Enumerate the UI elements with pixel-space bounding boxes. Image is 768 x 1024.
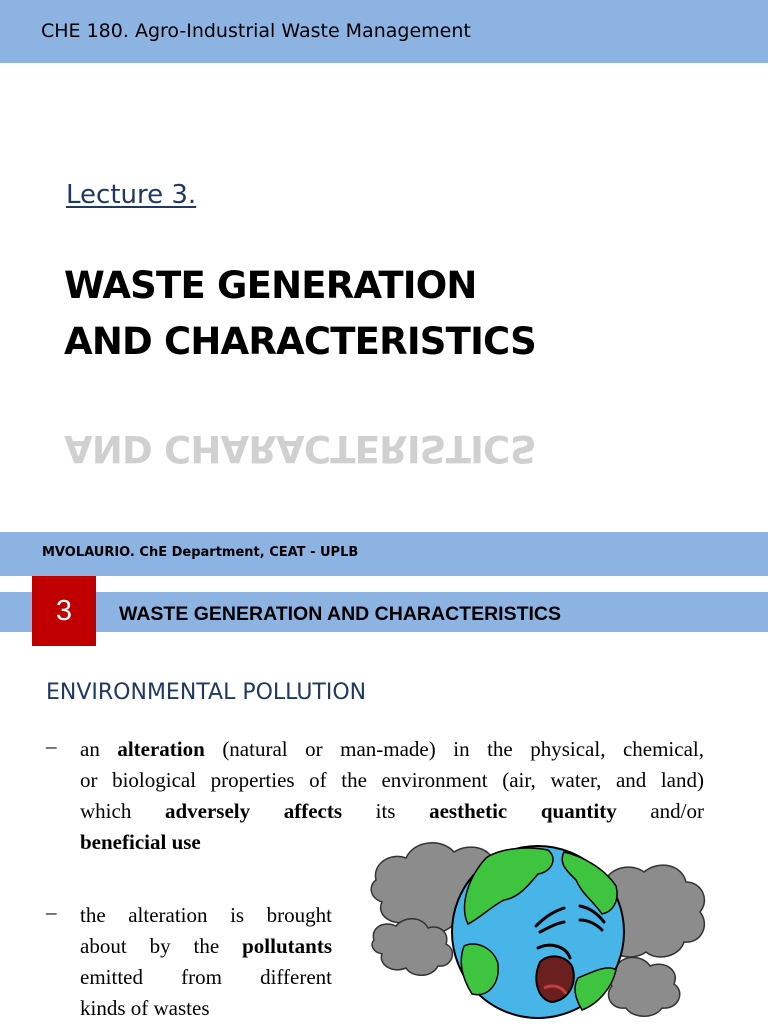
bullet-pollutants [80, 900, 332, 1024]
bullet-line: an alteration (natural or man-made) in the physical, chemical, [80, 737, 704, 761]
section-title: ENVIRONMENTAL POLLUTION [46, 680, 367, 705]
header-banner [0, 592, 768, 632]
bullet-line: the alteration is brought [80, 903, 332, 927]
bullet-dash: – [46, 900, 57, 924]
course-title: CHE 180. Agro-Industrial Waste Management [41, 20, 471, 42]
bullet-line: which adversely affects its aesthetic quantity and/or [80, 799, 705, 823]
lecture-label: Lecture 3. [66, 180, 197, 210]
bullet-dash: – [46, 734, 57, 758]
title-line-2: AND CHARACTERISTICS [64, 320, 536, 363]
title-line-1: WASTE GENERATION [64, 264, 477, 307]
slide-header: WASTE GENERATION AND CHARACTERISTICS [119, 603, 562, 625]
content-slide [0, 576, 768, 1024]
slide-title [64, 258, 536, 370]
bullet-line: beneficial use [80, 830, 201, 854]
bullet-line: or biological properties of the environment (air, water, and land) [80, 768, 704, 792]
title-line-2: AND CHARACTERISTICS [64, 427, 536, 470]
footer-text: MVOLAURIO. ChE Department, CEAT - UPLB [42, 545, 359, 560]
polluted-earth-illustration [368, 828, 712, 1024]
bullet-line: emitted from different [80, 965, 332, 989]
slide-number-badge: 3 [32, 576, 96, 646]
footer-banner [0, 532, 768, 576]
bullet-line: about by the pollutants [80, 934, 332, 958]
top-banner [0, 0, 768, 63]
title-reflection [64, 420, 536, 476]
bullet-line: kinds of wastes [80, 996, 210, 1020]
